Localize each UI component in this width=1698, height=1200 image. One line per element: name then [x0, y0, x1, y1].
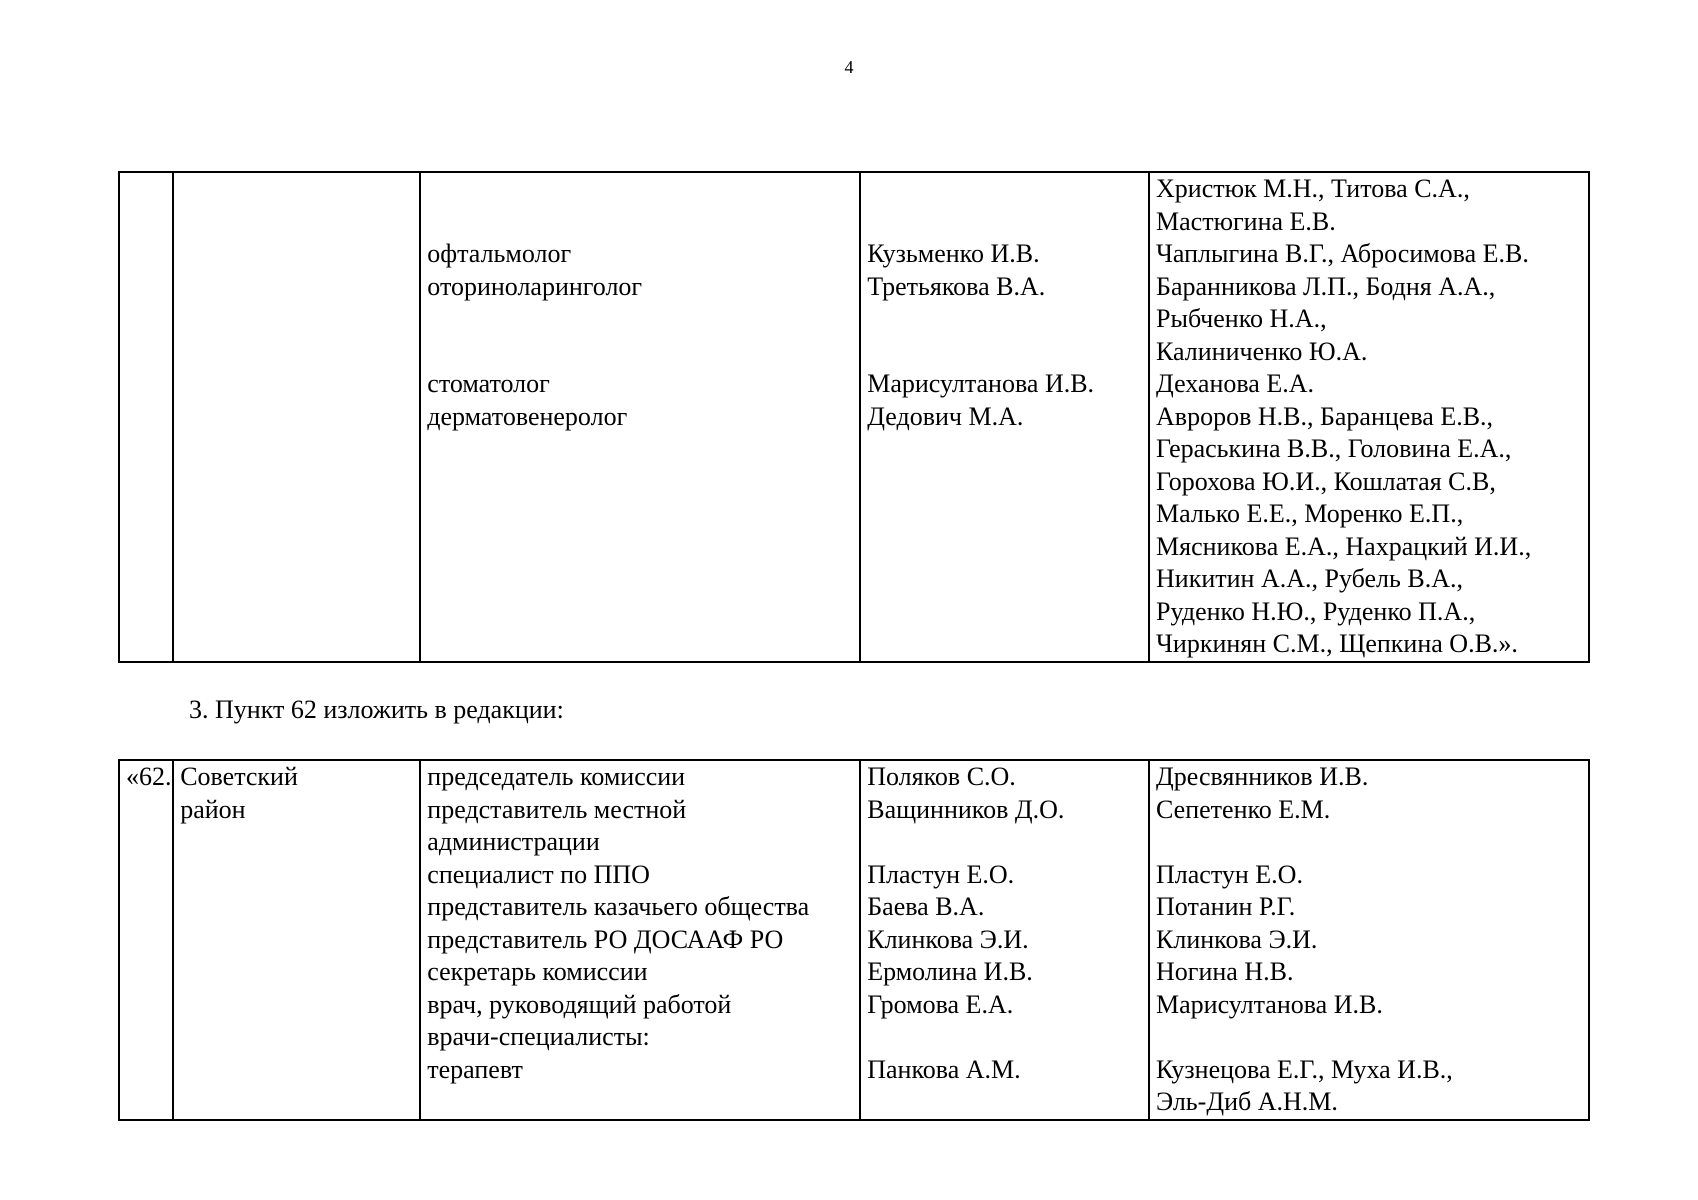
cell-line	[867, 1021, 1142, 1054]
cell-line: Ермолина И.В.	[867, 957, 1033, 986]
cell-line: Никитин А.А., Рубель В.А.,	[1156, 564, 1463, 593]
cell-line	[867, 173, 1142, 206]
cell-line: Эль-Диб А.Н.М.	[1156, 1087, 1338, 1116]
cell-line: специалист по ППО	[427, 859, 650, 889]
cell-line	[867, 336, 1142, 369]
cell-line: Чаплыгина В.Г., Абросимова Е.В.	[1156, 239, 1529, 268]
cell-district	[173, 172, 420, 662]
cell-line	[867, 303, 1142, 336]
cell-line: терапевт	[427, 1054, 523, 1084]
cell-line: Горохова Ю.И., Кошлатая С.В,	[1156, 466, 1496, 496]
cell-line: Потанин Р.Г.	[1156, 892, 1296, 921]
cell-line	[427, 336, 853, 369]
cell-line: врач, руководящий работой	[427, 989, 732, 1019]
cell-reserve-members	[1149, 760, 1589, 1120]
cell-line: Пластун Е.О.	[867, 859, 1015, 889]
cell-line: офтальмолог	[427, 239, 572, 268]
cell-line: Гераськина В.В., Головина Е.А.,	[1156, 434, 1512, 463]
cell-line: Третьякова В.А.	[867, 271, 1046, 301]
cell-line: представитель казачьего общества	[427, 892, 810, 921]
cell-line: председатель комиссии	[427, 762, 686, 791]
cell-line: Рыбченко Н.А.,	[1156, 304, 1327, 333]
cell-roles	[420, 172, 860, 662]
cell-line: администрации	[427, 827, 600, 856]
table-row	[119, 760, 1589, 1120]
cell-line: Клинкова Э.И.	[1156, 924, 1318, 954]
cell-line: Пластун Е.О.	[1156, 859, 1303, 889]
table-body	[119, 760, 1589, 1120]
cell-line: оториноларинголог	[427, 271, 643, 301]
cell-line: представитель местной	[427, 794, 687, 824]
cell-line: представитель РО ДОСААФ РО	[427, 924, 784, 954]
cell-line	[1156, 826, 1582, 859]
cell-line: Христюк М.Н., Титова С.А.,	[1156, 174, 1470, 203]
cell-line: Кузнецова Е.Г., Муха И.В.,	[1156, 1054, 1453, 1084]
cell-line	[427, 206, 853, 239]
table-body	[119, 172, 1589, 662]
cell-line: Баева В.А.	[867, 892, 985, 921]
cell-line: Малько Е.Е., Моренко Е.П.,	[1156, 499, 1464, 528]
cell-line: Дедович М.А.	[867, 401, 1024, 431]
cell-line: Чиркинян С.М., Щепкина О.В.».	[1156, 629, 1518, 658]
cell-line: Мастюгина Е.В.	[1156, 206, 1336, 236]
cell-line: Мясникова Е.А., Нахрацкий И.И.,	[1156, 531, 1532, 561]
cell-line: стоматолог	[427, 369, 550, 398]
cell-line	[867, 206, 1142, 239]
cell-line: Громова Е.А.	[867, 989, 1014, 1019]
cell-number	[119, 172, 173, 662]
cell-line: Руденко Н.Ю., Руденко П.А.,	[1156, 596, 1476, 626]
cell-line: Авроров Н.В., Баранцева Е.В.,	[1156, 401, 1494, 431]
cell-line: дерматовенеролог	[427, 401, 628, 431]
commission-table-point-62	[118, 759, 1590, 1121]
cell-main-members	[860, 760, 1149, 1120]
cell-main-members	[860, 172, 1149, 662]
cell-line: Баранникова Л.П., Бодня А.А.,	[1156, 271, 1496, 301]
cell-line	[1156, 1021, 1582, 1054]
cell-line: Ногина Н.В.	[1156, 957, 1294, 986]
cell-line: Кузьменко И.В.	[867, 239, 1040, 268]
cell-line	[427, 173, 853, 206]
commission-table-continued	[118, 171, 1590, 663]
cell-reserve-members	[1149, 172, 1589, 662]
cell-line: Калиниченко Ю.А.	[1156, 336, 1368, 366]
table-row	[119, 172, 1589, 662]
cell-line	[427, 303, 853, 336]
cell-line: Клинкова Э.И.	[867, 924, 1029, 954]
paragraph-point-62-intro: 3. Пункт 62 изложить в редакции:	[189, 695, 564, 724]
cell-line: Сепетенко Е.М.	[1156, 794, 1331, 824]
cell-district	[173, 760, 420, 1120]
cell-roles	[420, 760, 860, 1120]
cell-line: секретарь комиссии	[427, 957, 648, 986]
cell-line: Панкова А.М.	[867, 1054, 1021, 1084]
cell-line: Поляков С.О.	[867, 762, 1016, 791]
cell-line: Марисултанова И.В.	[1156, 989, 1383, 1019]
cell-line: Советский	[180, 762, 298, 791]
cell-number	[119, 760, 173, 1120]
cell-line: Ващинников Д.О.	[867, 794, 1065, 824]
page-number: 4	[844, 57, 854, 77]
cell-line: Дресвянников И.В.	[1156, 762, 1369, 791]
cell-line: «62.	[126, 762, 172, 791]
cell-line: район	[180, 794, 246, 824]
cell-line: Деханова Е.А.	[1156, 369, 1315, 398]
cell-line: Марисултанова И.В.	[867, 369, 1095, 398]
cell-line	[867, 826, 1142, 859]
cell-line: врачи-специалисты:	[427, 1022, 650, 1051]
